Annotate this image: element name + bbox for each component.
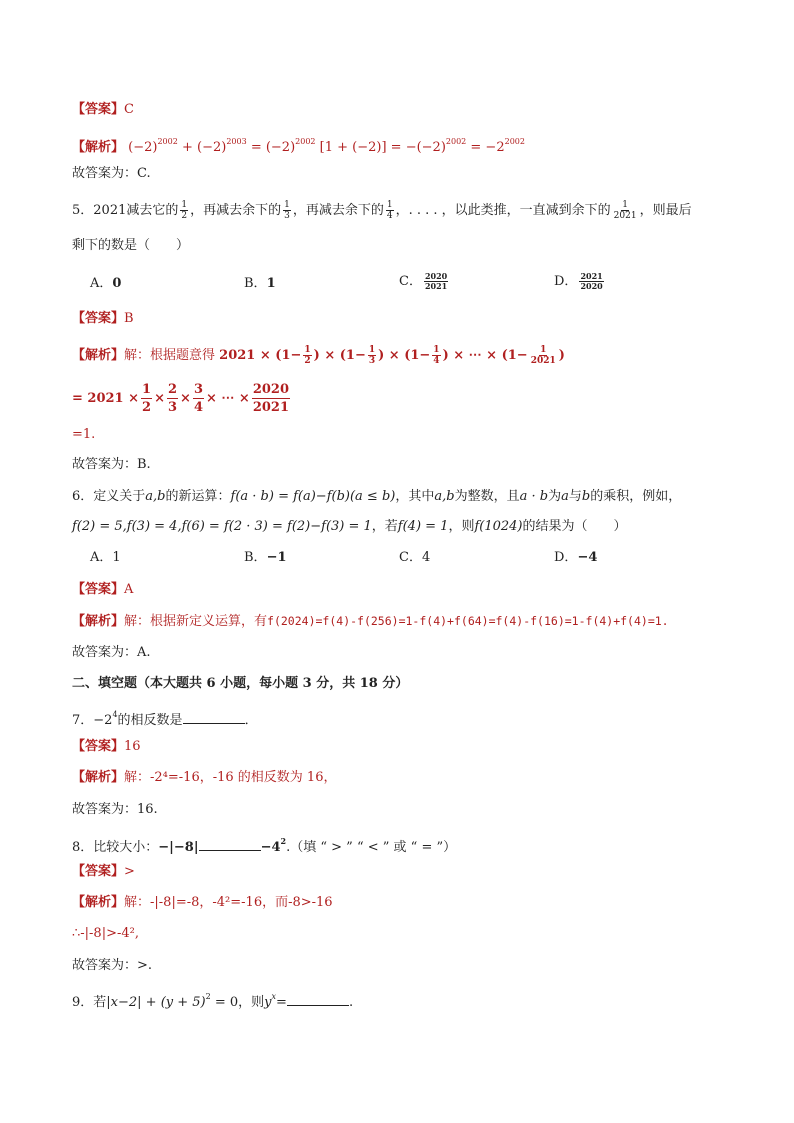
math-term: = 0 [210, 995, 239, 1010]
q6-option-a[interactable] [90, 548, 121, 568]
fraction [180, 200, 188, 221]
fraction-denominator: 2 [181, 211, 188, 221]
answer-blank[interactable] [199, 838, 261, 851]
fraction-numerator: 2020 [424, 271, 448, 281]
analysis-text: f(2024)=f(4)-f(256)=1-f(4)+f(64)=f(4)-f(16)=1-f(4)+f(4)=1. [267, 614, 669, 628]
math-term: = 2021 × [72, 391, 140, 406]
fraction-numerator: 2020 [252, 382, 290, 397]
math-term: [1 + (−2)] = −(−2) [319, 140, 446, 155]
fraction-numerator: 2021 [580, 271, 603, 281]
analysis-label: 【解析】 [72, 614, 125, 629]
stem-text: . [348, 995, 354, 1010]
math-term: b [581, 489, 591, 504]
answer-blank[interactable] [287, 993, 349, 1006]
analysis-text: 解：-2⁴=-16，-16 的相反数为 16， [124, 770, 337, 785]
math-term: ) × ⋯ × (1− [442, 348, 528, 363]
math-term: −2 [93, 713, 113, 728]
fraction-numerator: 1 [622, 200, 628, 210]
math-exponent: 2002 [295, 137, 316, 146]
stem-text: 的乘积，例如， [590, 489, 682, 504]
analysis-label: 【解析】 [72, 895, 125, 910]
answer-label: 【答案】 [72, 311, 125, 326]
math-term: = −2 [470, 140, 505, 155]
fraction-denominator: 3 [284, 211, 290, 221]
fraction-denominator: 2021 [530, 356, 556, 366]
fraction-denominator: 2020 [580, 281, 603, 291]
stem-text: ，再减去余下的 [292, 203, 384, 218]
option-value: 1 [112, 550, 121, 565]
stem-text: 7． [72, 713, 94, 728]
fraction-denominator: 2 [142, 400, 152, 415]
math-term: × ⋯ × [205, 391, 250, 406]
stem-text: ，则 [448, 519, 475, 534]
option-label: B． [244, 276, 267, 291]
q6-option-c[interactable] [399, 548, 430, 568]
stem-text: .（填 “ > ” “ < ” 或 “ = ”） [286, 840, 457, 855]
q7-conclusion: 故答案为：16. [72, 802, 158, 817]
math-term: + (−2) [181, 140, 227, 155]
option-label: A． [90, 276, 113, 291]
q8-conclusion: 故答案为：>. [72, 958, 153, 973]
stem-text: ，. . . . ，以此类推，一直减到余下的 [395, 203, 611, 218]
q6-answer-line [72, 580, 133, 600]
answer-label: 【答案】 [72, 739, 125, 754]
option-label: D． [554, 550, 578, 565]
stem-text: ． [244, 713, 258, 728]
stem-text: 9．若 [72, 995, 107, 1010]
q4-conclusion: 故答案为：C. [72, 166, 151, 181]
q5-analysis-line3: =1. [72, 427, 96, 442]
math-term: ) [558, 348, 565, 363]
math-term: = (−2) [250, 140, 296, 155]
q6-stem-line2 [72, 517, 627, 537]
answer-value: A [124, 582, 134, 597]
math-term: f(1024) [474, 519, 523, 534]
stem-text: 的结果为（ ） [522, 519, 627, 534]
math-term: 2021 × (1− [219, 348, 302, 363]
fraction [432, 345, 440, 366]
math-exponent: 2002 [157, 137, 178, 146]
math-term: −|−8| [158, 840, 199, 855]
analysis-intro: 解：根据题意得 [124, 348, 216, 363]
answer-blank[interactable] [183, 711, 245, 724]
option-value: −4 [577, 550, 598, 565]
stem-text: 的新运算： [165, 489, 231, 504]
fraction-denominator: 3 [368, 356, 376, 366]
stem-text: ，其中 [395, 489, 435, 504]
math-term: × [154, 391, 165, 406]
q5-option-b[interactable] [244, 274, 276, 294]
fraction-denominator: 4 [433, 356, 440, 366]
math-exponent: 2002 [445, 137, 467, 146]
fraction-denominator: 2021 [613, 211, 637, 221]
fraction-numerator: 1 [304, 345, 311, 355]
option-label: C． [399, 550, 422, 565]
fraction-numerator: 1 [284, 200, 290, 210]
answer-label: 【答案】 [72, 582, 125, 597]
fraction [579, 272, 603, 291]
q5-option-d[interactable] [554, 272, 606, 292]
q6-option-d[interactable] [554, 548, 597, 568]
stem-text: 5．2021减去它的 [72, 203, 179, 218]
math-exponent: 2 [280, 836, 287, 846]
fraction [386, 200, 394, 221]
fraction-numerator: 1 [181, 200, 188, 210]
q5-stem-line1 [72, 200, 692, 221]
q5-stem-line2: 剩下的数是（ ） [72, 238, 190, 253]
q5-analysis-line2 [72, 381, 292, 416]
fraction-numerator: 1 [540, 345, 547, 355]
fraction-numerator: 1 [433, 345, 440, 355]
math-term: f(4) = 1 [397, 519, 449, 534]
stem-text: 为整数，且 [454, 489, 520, 504]
answer-value: C [124, 102, 134, 117]
stem-text: ，再减去余下的 [190, 203, 282, 218]
fraction-numerator: 1 [142, 382, 152, 397]
q6-conclusion: 故答案为：A. [72, 645, 151, 660]
analysis-text: 解：-|-8|=-8，-4²=-16，而-8>-16 [124, 895, 333, 910]
analysis-label: 【解析】 [72, 348, 125, 363]
q5-answer-line [72, 309, 134, 329]
q5-option-a[interactable] [90, 274, 121, 294]
stem-text: 为 [548, 489, 562, 504]
q5-option-c[interactable] [399, 272, 450, 292]
q7-stem [72, 705, 258, 731]
fraction [530, 345, 557, 366]
fraction-denominator: 2021 [252, 400, 290, 415]
stem-text: 6．定义关于 [72, 489, 146, 504]
fraction [613, 200, 638, 221]
math-term: a [561, 489, 569, 504]
math-term: a · b [519, 489, 549, 504]
math-term: (−2) [128, 140, 158, 155]
q8-stem [72, 831, 456, 858]
stem-text: ，则最后 [639, 203, 692, 218]
fraction [424, 272, 448, 291]
fraction-numerator: 1 [386, 200, 393, 210]
answer-label: 【答案】 [72, 102, 125, 117]
answer-label: 【答案】 [72, 864, 125, 879]
option-value: −1 [266, 550, 287, 565]
fraction [193, 381, 204, 416]
fraction [141, 381, 152, 416]
math-exponent: 2003 [226, 137, 247, 146]
stem-text: 与 [568, 489, 582, 504]
option-value: 1 [266, 276, 276, 291]
q8-analysis-line [72, 893, 333, 913]
q7-analysis-line [72, 768, 336, 788]
q4-analysis-line [72, 132, 525, 158]
option-label: B． [244, 550, 267, 565]
answer-value: B [124, 311, 134, 326]
q4-answer-line [72, 100, 134, 120]
stem-text: = [276, 995, 287, 1010]
fraction-numerator: 1 [368, 345, 376, 355]
fraction-denominator: 2021 [424, 281, 448, 291]
math-exponent: 2 [205, 992, 211, 1001]
math-exponent: x [271, 992, 277, 1001]
analysis-intro: 解：根据新定义运算，有 [124, 614, 268, 629]
stem-text: ，则 [238, 995, 265, 1010]
q6-stem-line1 [72, 487, 681, 507]
fraction-numerator: 3 [193, 382, 203, 397]
fraction-numerator: 2 [167, 382, 178, 397]
option-label: A． [90, 550, 113, 565]
math-term: a,b [145, 489, 166, 504]
option-value: 0 [112, 276, 122, 291]
fraction-denominator: 4 [386, 211, 393, 221]
fraction [303, 345, 311, 366]
math-term: ) × (1− [378, 348, 431, 363]
q9-stem [72, 987, 353, 1013]
fraction [368, 345, 376, 366]
analysis-label: 【解析】 [72, 140, 125, 155]
stem-text: 8．比较大小： [72, 840, 159, 855]
math-term: a,b [434, 489, 455, 504]
q8-analysis-line2: ∴-|-8|>-4², [72, 926, 139, 941]
stem-text: ，若 [371, 519, 398, 534]
fraction [252, 381, 290, 416]
math-exponent: 4 [112, 710, 118, 719]
math-exponent: 2002 [504, 137, 525, 146]
q7-answer-line [72, 737, 141, 757]
stem-text: 的相反数是 [117, 713, 183, 728]
math-term: ) × (1− [313, 348, 366, 363]
answer-value: 16 [124, 739, 141, 754]
math-term: −4 [260, 840, 281, 855]
fraction-denominator: 2 [304, 356, 311, 366]
answer-value: > [124, 864, 135, 879]
math-term: × [180, 391, 191, 406]
fraction [283, 200, 291, 221]
math-term: y [264, 995, 272, 1010]
fraction [167, 381, 178, 416]
option-label: C． [399, 274, 422, 289]
fraction-denominator: 4 [193, 400, 203, 415]
fraction-denominator: 3 [167, 400, 178, 415]
math-term: f(2) = 5,f(3) = 4,f(6) = f(2 · 3) = f(2)−f(3) = 1 [72, 519, 372, 534]
option-label: D． [554, 274, 578, 289]
option-value: 4 [421, 550, 431, 565]
math-term: f(a · b) = f(a)−f(b)(a ≤ b) [230, 489, 396, 504]
q6-option-b[interactable] [244, 548, 287, 568]
q5-analysis-line1 [72, 345, 565, 366]
section-title: 二、填空题（本大题共 6 小题，每小题 3 分，共 18 分） [72, 676, 409, 691]
math-term: |x−2| + (y + 5) [106, 995, 206, 1010]
q8-answer-line [72, 862, 135, 882]
q5-conclusion: 故答案为：B. [72, 457, 151, 472]
analysis-label: 【解析】 [72, 770, 125, 785]
q6-analysis-line [72, 611, 669, 632]
